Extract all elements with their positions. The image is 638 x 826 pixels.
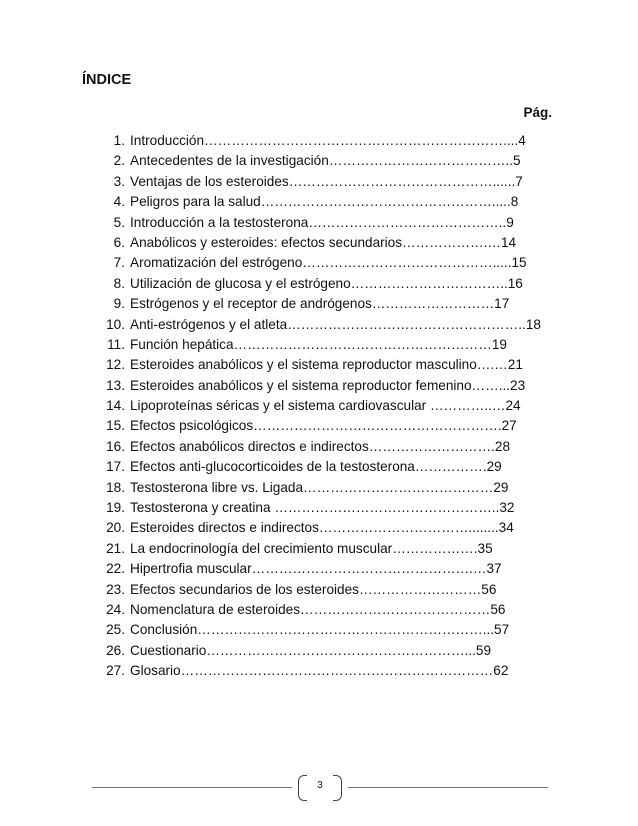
- toc-entry-text: Efectos psicológicos……………………………………………….27: [130, 418, 517, 434]
- toc-entry-number: 18.: [106, 479, 125, 495]
- toc-entry: [100, 213, 552, 233]
- toc-entry: [100, 661, 552, 681]
- toc-entry: [100, 620, 552, 640]
- toc-entry-text: Efectos anabólicos directos e indirectos……………………….28: [130, 438, 511, 454]
- toc-entry: [100, 580, 552, 600]
- toc-entry-number: 24.: [106, 601, 125, 617]
- toc-entry-text: Antecedentes de la investigación…………………………………..5: [130, 153, 521, 169]
- toc-entry-text: Esteroides anabólicos y el sistema reproductor femenino……...23: [130, 377, 526, 393]
- toc-entry: [100, 315, 552, 335]
- toc-entry-number: 10.: [106, 316, 125, 332]
- toc-entry: [100, 131, 552, 151]
- toc-entry-text: Aromatización del estrógeno…………………………………….....15: [130, 255, 527, 271]
- toc-entry-text: Introducción a la testosterona……………………………………..9: [130, 214, 514, 230]
- toc-entry-text: Testosterona libre vs. Ligada……………………………………29: [130, 479, 509, 495]
- toc-entry-text: Utilización de glucosa y el estrógeno……………………………..16: [130, 275, 523, 291]
- toc-entry-text: Hipertrofia muscular………………………………………….…37: [130, 561, 502, 577]
- toc-entry-number: 11.: [107, 336, 125, 352]
- toc-entry-number: 19.: [106, 500, 125, 516]
- toc-entry: [100, 355, 552, 375]
- toc-entry: [100, 416, 552, 436]
- toc-entry: [100, 518, 552, 538]
- toc-entry-text: Función hepática…………………………………………………19: [130, 336, 507, 352]
- page-footer: [92, 775, 548, 801]
- toc-entry-number: 5.: [113, 214, 125, 230]
- toc-entry-text: Anti-estrógenos y el atleta……………………………………………..18: [130, 316, 541, 332]
- toc-entry-number: 8.: [113, 275, 125, 291]
- toc-entry-number: 13.: [106, 377, 125, 393]
- toc-entry-number: 12.: [106, 357, 125, 373]
- toc-entry-number: 15.: [106, 418, 125, 434]
- toc-entry-text: Efectos anti-glucocorticoides de la testosterona…………….29: [130, 459, 502, 475]
- toc-entry-number: 21.: [106, 540, 125, 556]
- page-number: 3: [317, 780, 323, 791]
- toc-entry: [100, 641, 552, 661]
- toc-entry-text: Cuestionario…………………………………………………...59: [130, 642, 492, 658]
- toc-entry-text: Efectos secundarios de los esteroides………………………56: [130, 581, 497, 597]
- toc-entry-number: 14.: [106, 398, 125, 414]
- toc-entry: [100, 233, 552, 253]
- toc-entry-number: 23.: [106, 581, 125, 597]
- toc-entry-text: Ventajas de los esteroides………………………………………......7: [130, 173, 523, 189]
- toc-entry-text: La endocrinología del crecimiento muscular……………….35: [130, 540, 493, 556]
- toc-entry-text: Esteroides directos e indirectos……………………………........34: [130, 520, 514, 536]
- toc-entry-number: 6.: [113, 234, 125, 250]
- toc-entry: [100, 376, 552, 396]
- toc-entry-text: Introducción…………………………………………………………....4: [130, 133, 526, 148]
- table-of-contents: [100, 131, 552, 682]
- toc-entry-number: 9.: [113, 296, 125, 312]
- toc-entry: [100, 335, 552, 355]
- toc-entry-text: Estrógenos y el receptor de andrógenos………………………17: [130, 296, 510, 312]
- toc-entry: [100, 437, 552, 457]
- page-column-label: Pág.: [523, 105, 552, 120]
- toc-entry-number: 25.: [106, 622, 125, 638]
- toc-entry: [100, 172, 552, 192]
- toc-entry: [100, 396, 552, 416]
- toc-entry-number: 27.: [106, 663, 125, 679]
- toc-entry: [100, 253, 552, 273]
- toc-entry-number: 22.: [106, 561, 125, 577]
- toc-entry-text: Testosterona y creatina …………………………………………..32: [130, 500, 515, 516]
- toc-entry-number: 20.: [106, 520, 125, 536]
- toc-entry: [100, 478, 552, 498]
- toc-entry: [100, 151, 552, 171]
- toc-entry-text: Nomenclatura de esteroides……………………………………56: [130, 601, 506, 617]
- index-heading: ÍNDICE: [82, 72, 132, 88]
- toc-entry-number: 26.: [106, 642, 125, 658]
- toc-entry: [100, 274, 552, 294]
- toc-entry: [100, 457, 552, 477]
- toc-entry-number: 17.: [106, 459, 125, 475]
- toc-entry-text: Peligros para la salud…………………………………………….....8: [130, 194, 519, 210]
- toc-entry: [100, 559, 552, 579]
- toc-entry-text: Glosario……………………………………………………………62: [130, 663, 509, 679]
- toc-entry-number: 3.: [113, 173, 125, 189]
- toc-entry-text: Esteroides anabólicos y el sistema reproductor masculino….…21: [130, 357, 523, 373]
- toc-entry-text: Lipoproteínas séricas y el sistema cardiovascular …………..…24: [130, 398, 521, 414]
- toc-entry: [100, 498, 552, 518]
- toc-entry: [100, 600, 552, 620]
- toc-entry-number: 1.: [113, 133, 125, 148]
- toc-entry: [100, 294, 552, 314]
- toc-entry-number: 4.: [113, 194, 125, 210]
- toc-entry-number: 16.: [106, 438, 125, 454]
- toc-entry-text: Anabólicos y esteroides: efectos secundarios……………….…14: [130, 234, 517, 250]
- toc-entry: [100, 192, 552, 212]
- toc-entry-text: Conclusión………………………………………………………...57: [130, 622, 510, 638]
- toc-entry-number: 2.: [113, 153, 125, 169]
- toc-entry-number: 7.: [113, 255, 125, 271]
- toc-entry: [100, 539, 552, 559]
